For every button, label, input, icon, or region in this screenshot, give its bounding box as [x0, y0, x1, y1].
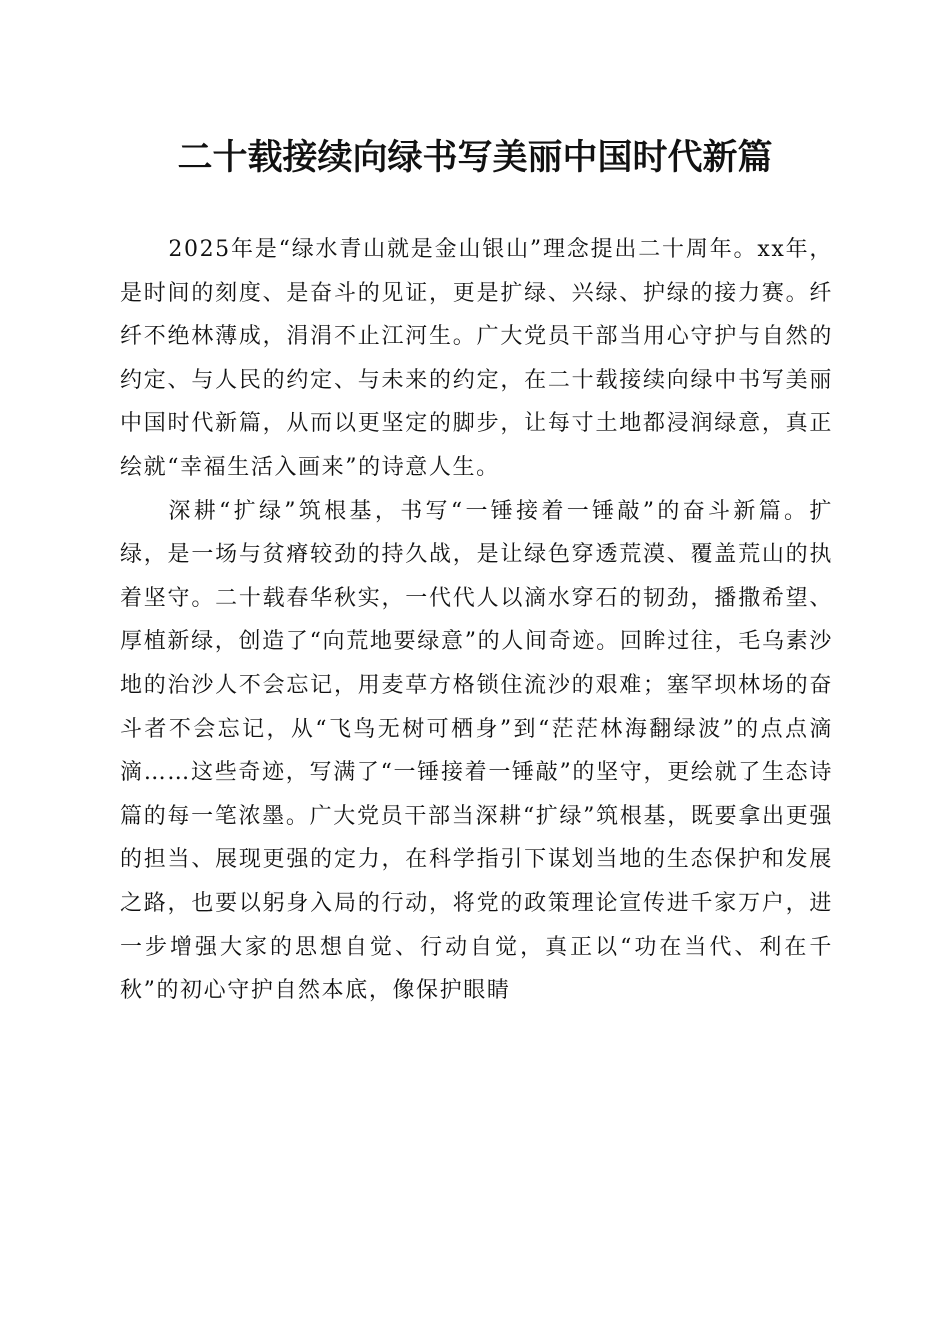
document-title: 二十载接续向绿书写美丽中国时代新篇: [177, 137, 773, 178]
document-body: [120, 228, 833, 1013]
paragraph-intro: 2025年是“绿水青山就是金山银山”理念提出二十周年。xx年，是时间的刻度、是奋斗的见证，更是扩绿、兴绿、护绿的接力赛。纤纤不绝林薄成，涓涓不止江河生。广大党员干部当用心守护与自然的约定、与人民的约定、与未来的约定，在二十载接续向绿中书写美丽中国时代新篇，从而以更坚定的脚步，让每寸土地都浸润绿意，真正绘就“幸福生活入画来”的诗意人生。: [120, 237, 833, 480]
paragraph-expand-green: 深耕“扩绿”筑根基，书写“一锤接着一锤敲”的奋斗新篇。扩绿，是一场与贫瘠较劲的持久战，是让绿色穿透荒漠、覆盖荒山的执着坚守。二十载春华秋实，一代代人以滴水穿石的韧劲，播撒希望、厚植新绿，创造了“向荒地要绿意”的人间奇迹。回眸过往，毛乌素沙地的治沙人不会忘记，用麦草方格锁住流沙的艰难；塞罕坝林场的奋斗者不会忘记，从“飞鸟无树可栖身”到“茫茫林海翻绿波”的点点滴滴……这些奇迹，写满了“一锤接着一锤敲”的坚守，更绘就了生态诗篇的每一笔浓墨。广大党员干部当深耕“扩绿”筑根基，既要拿出更强的担当、展现更强的定力，在科学指引下谋划当地的生态保护和发展之路，也要以躬身入局的行动，将党的政策理论宣传进千家万户，进一步增强大家的思想自觉、行动自觉，真正以“功在当代、利在千秋”的初心守护自然本底，像保护眼睛: [120, 498, 833, 1004]
